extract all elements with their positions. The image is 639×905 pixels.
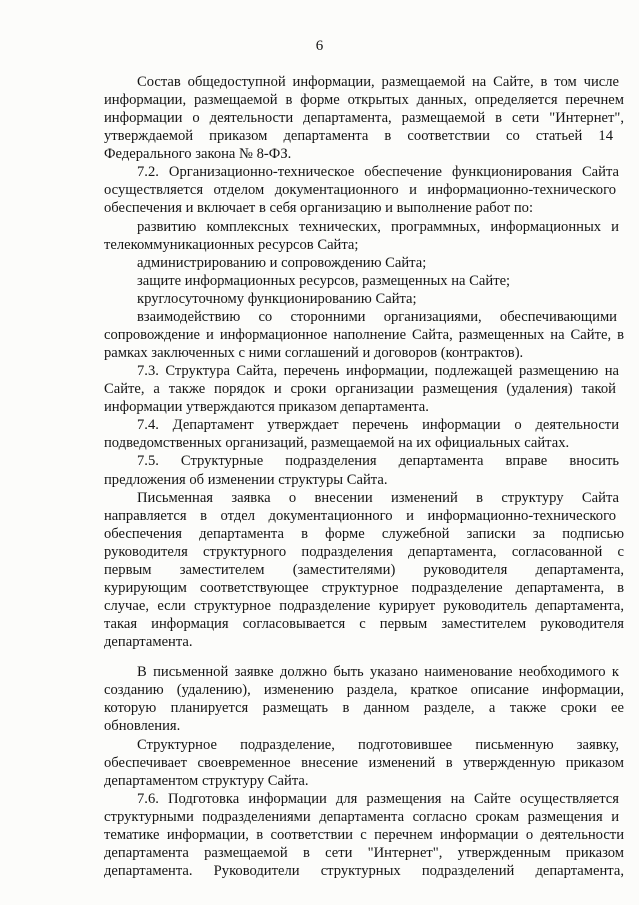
text-line: которую планируется размещать в данном разделе, а также сроки ее xyxy=(104,700,624,716)
text-line: департамента. Руководители структурных подразделений департамента, xyxy=(104,863,624,879)
text-line: обеспечивает своевременное внесение изменений в утвержденную приказом xyxy=(104,755,624,771)
text-line: развитию комплексных технических, программных, информационных и xyxy=(137,219,619,235)
text-line: департаментом структуру Сайта. xyxy=(104,773,309,789)
text-line: такая информация согласовывается с первым заместителем руководителя xyxy=(104,616,624,632)
text-line: первым заместителем (заместителями) руководителя департамента, xyxy=(104,562,624,578)
text-line: департамента размещаемой в сети "Интернет", утвержденным приказом xyxy=(104,845,624,861)
text-line: 7.6. Подготовка информации для размещения на Сайте осуществляется xyxy=(137,791,619,807)
text-line: обеспечения департамента в форме служебной записки за подписью xyxy=(104,526,624,542)
text-line: администрированию и сопровождению Сайта; xyxy=(137,255,427,271)
text-line: созданию (удалению), изменению раздела, краткое описание информации, xyxy=(104,682,624,698)
text-line: обеспечения и включает в себя организацию и выполнение работ по: xyxy=(104,200,534,216)
text-line: курирующим соответствующее структурное подразделение департамента, в xyxy=(104,580,624,596)
text-line: 7.4. Департамент утверждает перечень информации о деятельности xyxy=(137,417,619,433)
text-line: Состав общедоступной информации, размещаемой на Сайте, в том числе xyxy=(137,74,619,90)
text-line: В письменной заявке должно быть указано наименование необходимого к xyxy=(137,664,619,680)
text-line: осуществляется отделом документационного и информационно-технического xyxy=(104,182,616,198)
text-line: 7.2. Организационно-техническое обеспечение функционирования Сайта xyxy=(137,164,619,180)
text-line: информации, размещаемой в форме открытых данных, определяется перечнем xyxy=(104,92,624,108)
text-line: круглосуточному функционированию Сайта; xyxy=(137,291,417,307)
text-line: Письменная заявка о внесении изменений в структуру Сайта xyxy=(137,490,619,506)
text-line: предложения об изменении структуры Сайта. xyxy=(104,472,388,488)
text-line: обновления. xyxy=(104,718,181,734)
text-line: информации о деятельности департамента, размещаемой в сети "Интернет", xyxy=(104,110,624,126)
text-line: структурными подразделениями департамента согласно срокам размещения и xyxy=(104,809,619,825)
text-line: информации утверждаются приказом департамента. xyxy=(104,399,429,415)
text-line: тематике информации, в соответствии с перечнем информации о деятельности xyxy=(104,827,624,843)
text-line: 7.5. Структурные подразделения департамента вправе вносить xyxy=(137,453,619,469)
page-number: 6 xyxy=(315,38,324,54)
text-line: подведомственных организаций, размещаемой на их официальных сайтах. xyxy=(104,435,570,451)
text-line: телекоммуникационных ресурсов Сайта; xyxy=(104,237,359,253)
text-line: утверждаемой приказом департамента в соответствии со статьей 14 xyxy=(104,128,613,144)
text-line: департамента. xyxy=(104,634,193,650)
text-line: направляется в отдел документационного и информационно-технического xyxy=(104,508,616,524)
text-line: Федерального закона № 8-ФЗ. xyxy=(104,146,292,162)
text-line: случае, если структурное подразделение курирует руководитель департамента, xyxy=(104,598,624,614)
text-line: руководителя структурного подразделения департамента, согласованной с xyxy=(104,544,624,560)
text-line: рамках заключенных с ними соглашений и договоров (контрактов). xyxy=(104,345,524,361)
text-line: сопровождение и информационное наполнение Сайта, размещенных на Сайте, в xyxy=(104,327,624,343)
text-line: Сайте, а также порядок и сроки организации размещения (удаления) такой xyxy=(104,381,616,397)
text-line: Структурное подразделение, подготовившее письменную заявку, xyxy=(137,737,619,753)
text-line: взаимодействию со сторонними организациями, обеспечивающими xyxy=(137,309,617,325)
text-line: 7.3. Структура Сайта, перечень информации, подлежащей размещению на xyxy=(137,363,619,379)
text-line: защите информационных ресурсов, размещенных на Сайте; xyxy=(137,273,511,289)
